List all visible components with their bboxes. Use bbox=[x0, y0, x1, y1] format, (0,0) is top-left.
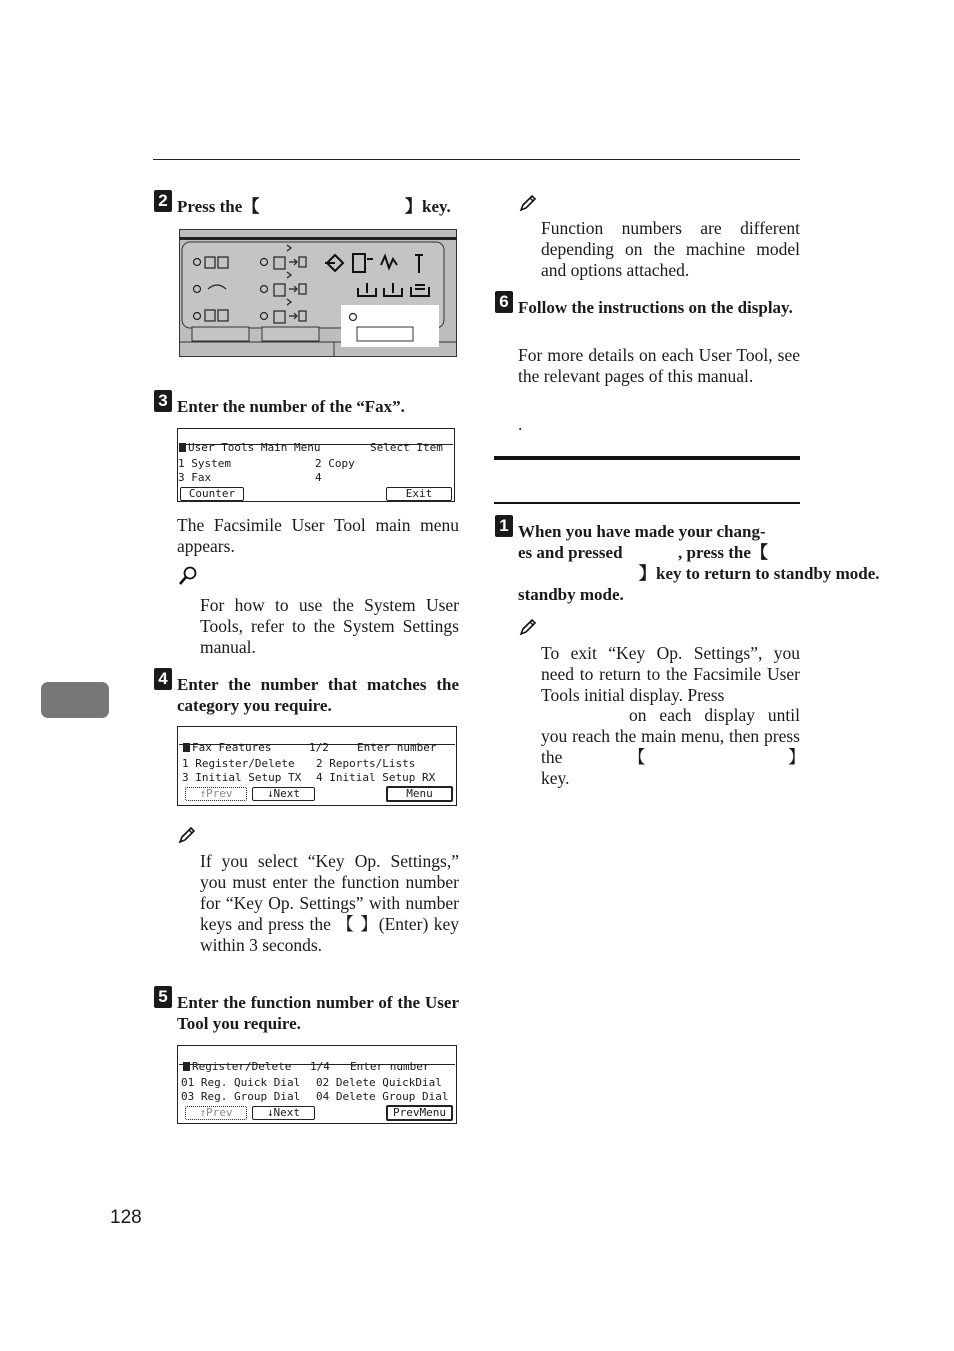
step-number-5: 5 bbox=[154, 986, 172, 1008]
step-4-note-b: 【 】(Enter) key within 3 seconds. bbox=[200, 914, 459, 955]
lcd-fax-features bbox=[177, 726, 457, 806]
lcd2-row1-a[interactable]: 1 Register/Delete bbox=[182, 757, 295, 770]
lcd2-header-page: 1/2 bbox=[309, 741, 329, 754]
section-rule-thick bbox=[494, 456, 800, 460]
step-number-2: 2 bbox=[154, 190, 172, 212]
lcd2-header-left: Fax Features bbox=[192, 741, 272, 754]
note-pencil-icon bbox=[519, 618, 539, 641]
step-6-body: For more details on each User Tool, see the relevant pages of this manual. bbox=[518, 345, 800, 386]
lcd3-row1-a[interactable]: 01 Reg. Quick Dial bbox=[181, 1076, 301, 1089]
lcd2-prev-button[interactable]: ↑Prev bbox=[185, 787, 247, 801]
note-pencil-icon bbox=[519, 194, 539, 217]
exit-note-b: on each display until you reach the main menu, then press the bbox=[541, 705, 800, 767]
lcd3-header-mark-icon bbox=[183, 1062, 190, 1071]
step-6-text: Follow the instructions on the display. bbox=[518, 298, 793, 317]
section-rule-thin bbox=[494, 502, 800, 504]
step-6-dot: . bbox=[518, 414, 523, 434]
lcd-register-delete bbox=[177, 1045, 457, 1124]
step-2-bracket-open: 【 bbox=[242, 197, 260, 216]
lcd3-row2-b[interactable]: 04 Delete Group Dial bbox=[316, 1090, 449, 1103]
step-2-text bbox=[177, 196, 459, 217]
lcd1-row1-a[interactable]: 1 System bbox=[178, 457, 231, 470]
lcd2-row1-b[interactable]: 2 Reports/Lists bbox=[316, 757, 416, 770]
step-5-text: Enter the function number of the User Tool you require. bbox=[177, 993, 459, 1033]
step-number-3: 3 bbox=[154, 390, 172, 412]
exit-note-key: key. bbox=[541, 768, 570, 788]
lcd1-header-right: Select Item bbox=[370, 441, 443, 454]
header-rule bbox=[153, 159, 800, 160]
lcd-user-tools-main-menu bbox=[177, 428, 455, 502]
lcd3-header-right: Enter number bbox=[350, 1060, 430, 1073]
exit-note-a: To exit “Key Op. Settings”, you need to return to the Facsimile User Tools initial display. Press bbox=[541, 643, 800, 705]
note-pencil-icon bbox=[178, 826, 198, 849]
step-4-note bbox=[200, 851, 459, 956]
step-3-text: Enter the number of the “Fax”. bbox=[177, 397, 405, 416]
lcd2-menu-button[interactable]: Menu bbox=[386, 786, 453, 802]
lcd2-row2-a[interactable]: 3 Initial Setup TX bbox=[182, 771, 302, 784]
lcd1-exit-button[interactable]: Exit bbox=[386, 487, 452, 501]
reference-magnifier-icon bbox=[178, 566, 198, 591]
step-5-note: Function numbers are different depending on the machine model and options attached. bbox=[541, 218, 800, 280]
control-panel-illustration bbox=[179, 229, 457, 357]
lcd1-row2-b[interactable]: 4 bbox=[315, 471, 322, 484]
step-number-end-1: 1 bbox=[495, 515, 513, 537]
step-2-text-b: key. bbox=[422, 197, 451, 216]
lcd2-row2-b[interactable]: 4 Initial Setup RX bbox=[316, 771, 436, 784]
lcd3-row1-b[interactable]: 02 Delete QuickDial bbox=[316, 1076, 442, 1089]
lcd3-header-left: Register/Delete bbox=[192, 1060, 292, 1073]
step-4-note-a: If you select “Key Op. Settings,” you must enter the function number for “Key Op. Settings” with number keys and press the bbox=[200, 851, 459, 934]
step-4-text: Enter the number that matches the category you require. bbox=[177, 675, 459, 715]
step-number-4: 4 bbox=[154, 668, 172, 690]
lcd3-prevmenu-button[interactable]: PrevMenu bbox=[386, 1105, 453, 1121]
lcd3-header-page: 1/4 bbox=[310, 1060, 330, 1073]
chapter-tab bbox=[41, 682, 109, 718]
lcd3-prev-button[interactable]: ↑Prev bbox=[185, 1106, 247, 1120]
control-panel-svg bbox=[179, 229, 457, 357]
step-2-text-a: Press the bbox=[177, 197, 243, 216]
step-3-reference: For how to use the System User Tools, refer to the System Settings manual. bbox=[200, 595, 459, 657]
lcd1-counter-button[interactable]: Counter bbox=[180, 487, 244, 501]
step-number-6: 6 bbox=[495, 291, 513, 313]
lcd1-row2-a[interactable]: 3 Fax bbox=[178, 471, 212, 484]
exit-note-bracket-open: 【 bbox=[628, 747, 646, 767]
exit-step-text-b: , press the【 bbox=[678, 543, 768, 562]
lcd1-header-left: User Tools Main Menu bbox=[188, 441, 321, 454]
exit-note-bracket-close: 】 bbox=[788, 747, 806, 767]
lcd2-header-mark-icon bbox=[183, 743, 190, 752]
lcd2-header-right: Enter number bbox=[357, 741, 437, 754]
lcd1-header-mark-icon bbox=[179, 443, 186, 452]
exit-step-text-c: 】key to return to standby mode. bbox=[639, 564, 880, 583]
page-number: 128 bbox=[110, 1207, 142, 1228]
lcd1-row1-b[interactable]: 2 Copy bbox=[315, 457, 355, 470]
lcd2-next-button[interactable]: ↓Next bbox=[252, 787, 315, 801]
lcd3-next-button[interactable]: ↓Next bbox=[252, 1106, 315, 1120]
step-2-bracket-close: 】 bbox=[405, 197, 422, 216]
step-3-body: The Facsimile User Tool main menu appears. bbox=[177, 515, 459, 556]
lcd3-row2-a[interactable]: 03 Reg. Group Dial bbox=[181, 1090, 301, 1103]
